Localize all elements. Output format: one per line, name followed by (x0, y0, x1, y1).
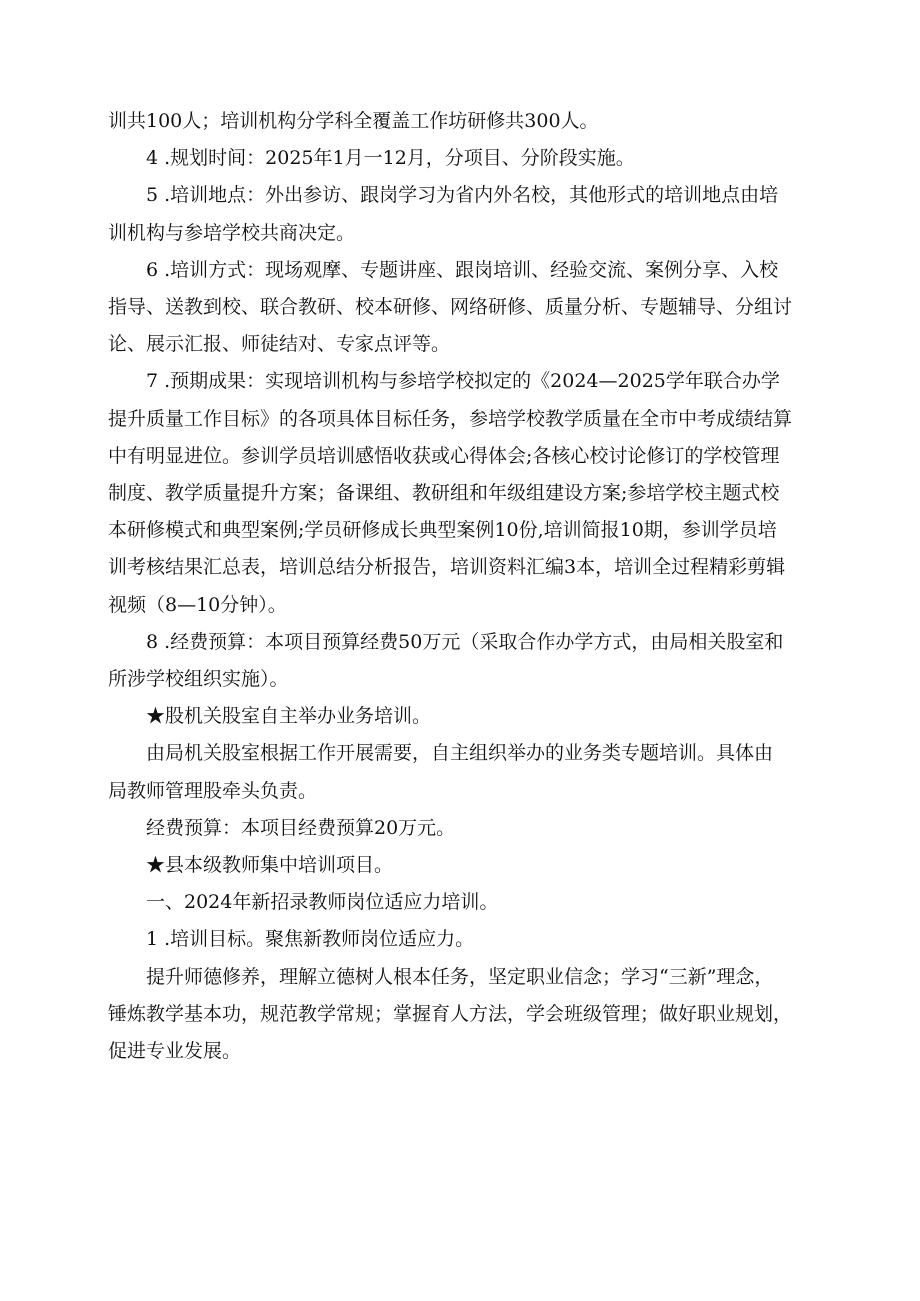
text-line (108, 401, 820, 438)
text-line (108, 438, 820, 475)
text-line-content: 中有明显进位。参训学员培训感悟收获或心得体会;各核心校讨论修订的学校管理 (108, 444, 780, 467)
text-line-content: 所涉学校组织实施）。 (108, 668, 289, 691)
text-line (108, 177, 820, 214)
text-line-content: 制度、教学质量提升方案；备课组、教研组和年级组建设方案;参培学校主题式校 (108, 482, 780, 505)
text-line-content: 局教师管理股牵头负责。 (108, 779, 318, 802)
text-line-content: 本研修模式和典型案例;学员研修成长典型案例10份,培训简报10期，参训学员培 (108, 519, 777, 542)
text-line (108, 847, 820, 884)
text-line-content: ★县本级教师集中培训项目。 (146, 854, 394, 877)
text-line (108, 289, 820, 326)
text-line (108, 252, 820, 289)
text-line-content: 6 .培训方式：现场观摩、专题讲座、跟岗培训、经验交流、案例分享、入校 (146, 258, 779, 281)
text-line (108, 773, 820, 810)
text-line (108, 921, 820, 958)
text-line (108, 698, 820, 735)
text-line (108, 326, 820, 363)
text-line (108, 140, 820, 177)
text-line-content: 7 .预期成果：实现培训机构与参培学校拟定的《2024—2025学年联合办学 (146, 370, 780, 393)
text-line (108, 1033, 820, 1070)
text-line (108, 512, 820, 549)
text-line (108, 735, 820, 772)
text-line (108, 549, 820, 586)
text-line (108, 363, 820, 400)
text-line-content: 提升师德修养，理解立德树人根本任务，坚定职业信念；学习“三新”理念， (146, 965, 774, 988)
text-line-content: ★股机关股室自主举办业务培训。 (146, 705, 432, 728)
text-line (108, 884, 820, 921)
text-line (108, 475, 820, 512)
text-line-content: 提升质量工作目标》的各项具体目标任务，参培学校教学质量在全市中考成绩结算 (108, 407, 793, 430)
text-line-content: 训考核结果汇总表，培训总结分析报告，培训资料汇编3本，培训全过程精彩剪辑 (108, 556, 786, 579)
text-line-content: 由局机关股室根据工作开展需要，自主组织举办的业务类专题培训。具体由 (146, 742, 774, 765)
text-line-content: 指导、送教到校、联合教研、校本研修、网络研修、质量分析、专题辅导、分组讨 (108, 296, 793, 319)
text-line-content: 视频（8—10分钟）。 (108, 593, 287, 616)
text-line-content: 4 .规划时间：2025年1月一12月，分项目、分阶段实施。 (146, 147, 635, 170)
text-line-content: 促进专业发展。 (108, 1040, 242, 1063)
text-line-content: 锤炼教学基本功，规范教学常规；掌握育人方法，学会班级管理；做好职业规划， (108, 1002, 793, 1025)
text-line (108, 587, 820, 624)
text-line (108, 959, 820, 996)
document-body (108, 103, 820, 1070)
text-line-content: 训机构与参培学校共商决定。 (108, 221, 356, 244)
text-line-content: 5 .培训地点：外出参访、跟岗学习为省内外名校，其他形式的培训地点由培 (146, 184, 779, 207)
text-line (108, 661, 820, 698)
text-line-content: 经费预算：本项目经费预算20万元。 (146, 816, 456, 839)
text-line (108, 810, 820, 847)
text-line-content: 训共100人；培训机构分学科全覆盖工作坊研修共300人。 (108, 110, 599, 132)
text-line-content: 一、2024年新招录教师岗位适应力培训。 (146, 891, 499, 914)
text-line-content: 8 .经费预算：本项目预算经费50万元（采取合作办学方式，由局相关股室和 (146, 630, 784, 653)
text-line (108, 996, 820, 1033)
text-line-content: 1 .培训目标。聚焦新教师岗位适应力。 (146, 928, 475, 951)
text-line-content: 论、展示汇报、师徒结对、专家点评等。 (108, 333, 451, 356)
text-line (108, 624, 820, 661)
text-line (108, 103, 820, 140)
text-line (108, 215, 820, 252)
